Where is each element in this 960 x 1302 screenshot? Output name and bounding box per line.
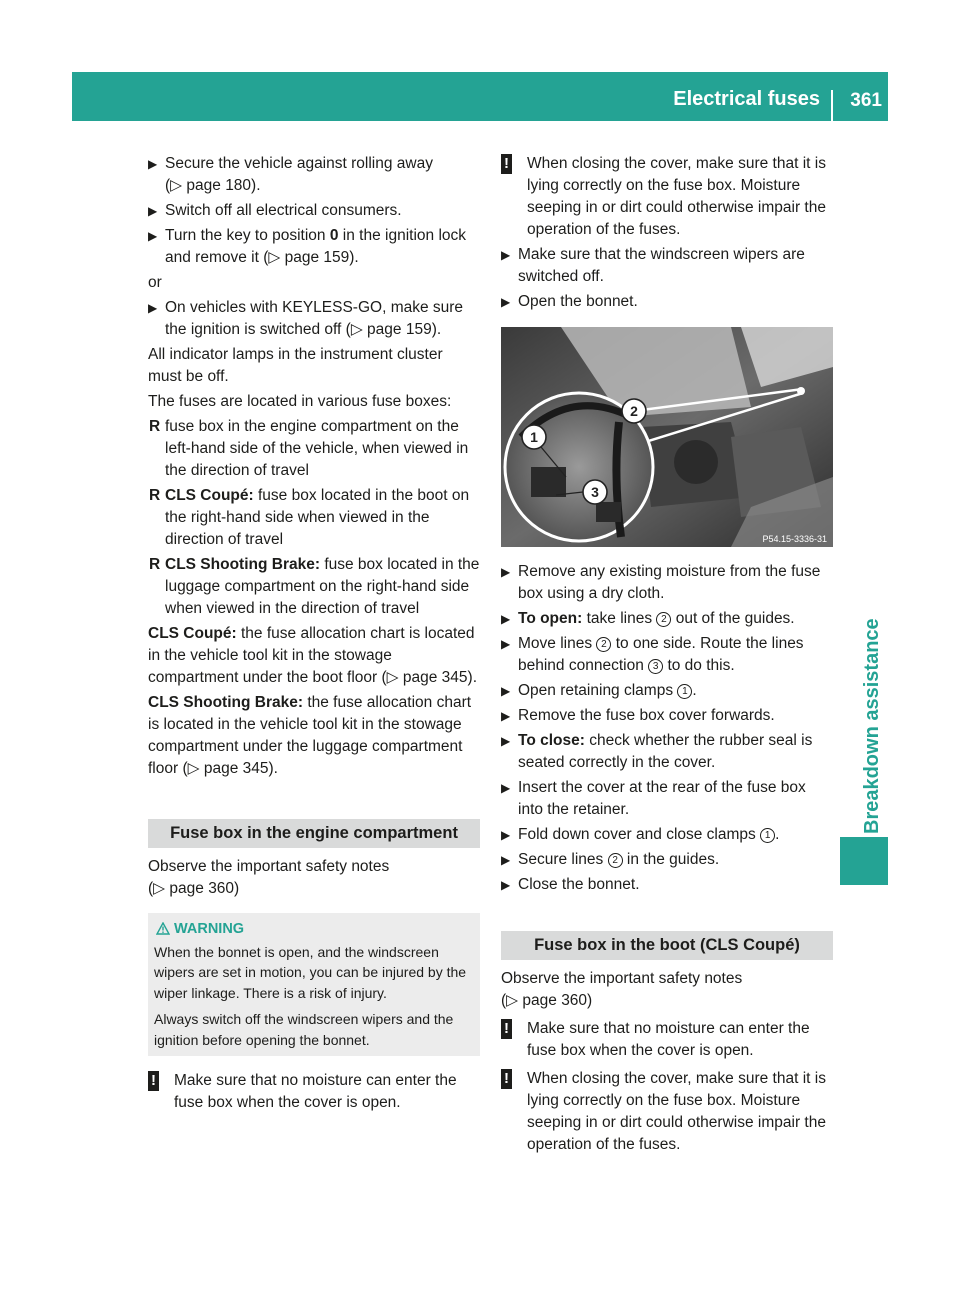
note-moisture: ! Make sure that no moisture can enter the fuse box when the cover is open. bbox=[148, 1070, 480, 1114]
callout-ref-1: 1 bbox=[677, 684, 692, 699]
page-ref-link[interactable]: page 180). bbox=[182, 177, 261, 194]
page-ref-link[interactable]: page 159). bbox=[280, 249, 359, 266]
step-arrow-icon: ▶ bbox=[501, 734, 511, 748]
step-arrow-icon: ▶ bbox=[148, 301, 158, 315]
step-close-bonnet: ▶ Close the bonnet. bbox=[501, 874, 833, 896]
step-secure-lines: ▶ Secure lines 2 in the guides. bbox=[501, 849, 833, 871]
step-move-lines: ▶ Move lines 2 to one side. Route the lines behind connection 3 to do this. bbox=[501, 635, 804, 674]
callout-2: 2 bbox=[630, 403, 638, 419]
step-open-bonnet: ▶ Open the bonnet. bbox=[501, 291, 833, 313]
step-switch-off-consumers: ▶ Switch off all electrical consumers. bbox=[148, 200, 480, 222]
step-remove-cover: ▶ Remove the fuse box cover forwards. bbox=[501, 705, 833, 727]
engine-compartment-illustration bbox=[501, 327, 833, 547]
step-to-open: ▶ To open: take lines 2 out of the guides. bbox=[501, 608, 833, 630]
section-heading-boot: Fuse box in the boot (CLS Coupé) bbox=[501, 931, 833, 960]
page-ref-link[interactable]: page 159). bbox=[362, 321, 442, 338]
step-arrow-icon: ▶ bbox=[501, 248, 511, 262]
indicator-lamps-text: All indicator lamps in the instrument cluster must be off. bbox=[148, 346, 443, 385]
left-column bbox=[148, 153, 480, 1117]
bullet-engine-compartment: R fuse box in the engine compartment on the left-hand side of the vehicle, when viewed in the direction of travel bbox=[149, 418, 469, 479]
warning-text-2: Always switch off the windscreen wipers and the ignition before opening the bonnet. bbox=[154, 1011, 454, 1048]
callout-ref-2: 2 bbox=[656, 612, 671, 627]
step-keyless-go: ▶ On vehicles with KEYLESS-GO, make sure the ignition is switched off (▷ page 159). bbox=[148, 299, 464, 338]
warning-triangle-icon bbox=[156, 922, 170, 935]
page-ref-arrow-icon: ▷ bbox=[386, 669, 399, 686]
right-column bbox=[501, 153, 833, 1159]
callout-ref-3: 3 bbox=[648, 659, 663, 674]
page-ref-arrow-icon: ▷ bbox=[153, 880, 166, 897]
or-text: or bbox=[148, 274, 162, 291]
step-arrow-icon: ▶ bbox=[501, 637, 511, 651]
callout-1: 1 bbox=[530, 429, 538, 445]
warning-title: WARNING bbox=[154, 919, 474, 940]
warning-box bbox=[148, 913, 480, 1056]
step-open-clamps: ▶ Open retaining clamps 1 . bbox=[501, 680, 833, 702]
step-arrow-icon: ▶ bbox=[501, 878, 511, 892]
page-ref-link[interactable]: page 360) bbox=[165, 880, 240, 897]
note-cover-closing: ! When closing the cover, make sure that it is lying correctly on the fuse box. Moisture seeping in or dirt could otherwise impair the operation of the fuses. bbox=[501, 1068, 833, 1156]
callout-ref-1: 1 bbox=[760, 828, 775, 843]
side-tab-label: Breakdown assistance bbox=[861, 618, 883, 834]
step-arrow-icon: ▶ bbox=[501, 828, 511, 842]
safety-notes-ref: Observe the important safety notes (▷ page 360) bbox=[501, 970, 743, 1009]
shooting-brake-fuse-chart-text: CLS Shooting Brake: the fuse allocation chart is located in the vehicle tool kit in the stowage compartment under the luggage compartment floor (▷ page 345). bbox=[148, 694, 472, 777]
callout-3: 3 bbox=[591, 484, 599, 500]
step-arrow-icon: ▶ bbox=[501, 781, 511, 795]
note-moisture: ! Make sure that no moisture can enter the fuse box when the cover is open. bbox=[501, 1018, 833, 1062]
step-insert-cover: ▶ Insert the cover at the rear of the fuse box into the retainer. bbox=[501, 779, 806, 818]
step-arrow-icon: ▶ bbox=[148, 204, 158, 218]
page-ref-arrow-icon: ▷ bbox=[187, 760, 200, 777]
note-cover-closing: ! When closing the cover, make sure that it is lying correctly on the fuse box. Moisture seeping in or dirt could otherwise impair the operation of the fuses. bbox=[501, 153, 833, 241]
step-arrow-icon: ▶ bbox=[148, 229, 158, 243]
page-ref-link[interactable]: page 345). bbox=[199, 760, 278, 777]
side-tab-marker bbox=[840, 837, 888, 885]
page-header bbox=[72, 72, 888, 121]
bullet-cls-shooting-brake: R CLS Shooting Brake: fuse box located in the luggage compartment on the right-hand side when viewed in the direction of travel bbox=[149, 556, 480, 617]
page-ref-link[interactable]: page 345). bbox=[398, 669, 478, 686]
engine-fuse-box-photo bbox=[501, 327, 833, 547]
step-arrow-icon: ▶ bbox=[501, 709, 511, 723]
caution-icon: ! bbox=[501, 1069, 512, 1089]
safety-notes-ref: Observe the important safety notes (▷ page 360) bbox=[148, 858, 390, 897]
warning-text-1: When the bonnet is open, and the windscreen wipers are set in motion, you can be injured by the wiper linkage. There is a risk of injury. bbox=[154, 943, 467, 1001]
step-to-close: ▶ To close: check whether the rubber seal is seated correctly in the cover. bbox=[501, 732, 813, 771]
page-ref-arrow-icon: ▷ bbox=[350, 321, 363, 338]
step-secure-vehicle: ▶ Secure the vehicle against rolling away (▷ page 180). bbox=[148, 155, 433, 194]
page-ref-link[interactable]: page 360) bbox=[518, 992, 593, 1009]
page-ref-arrow-icon: ▷ bbox=[268, 249, 281, 266]
photo-reference-code: P54.15-3336-31 bbox=[762, 534, 827, 544]
step-arrow-icon: ▶ bbox=[148, 157, 158, 171]
caution-icon: ! bbox=[501, 154, 512, 174]
step-fold-down-cover: ▶ Fold down cover and close clamps 1 . bbox=[501, 824, 833, 846]
callout-ref-2: 2 bbox=[596, 637, 611, 652]
caution-icon: ! bbox=[148, 1071, 159, 1091]
caution-icon: ! bbox=[501, 1019, 512, 1039]
page-number: 361 bbox=[850, 90, 882, 111]
step-arrow-icon: ▶ bbox=[501, 612, 511, 626]
chapter-title: Electrical fuses bbox=[673, 88, 820, 110]
step-arrow-icon: ▶ bbox=[501, 565, 511, 579]
page-ref-arrow-icon: ▷ bbox=[170, 177, 183, 194]
callout-ref-2: 2 bbox=[608, 853, 623, 868]
step-turn-key: ▶ Turn the key to position 0 in the ignition lock and remove it (▷ page 159). bbox=[148, 227, 467, 266]
step-arrow-icon: ▶ bbox=[501, 853, 511, 867]
coupe-fuse-chart-text: CLS Coupé: the fuse allocation chart is located in the vehicle tool kit in the stowage compartment under the boot floor (▷ page 345). bbox=[148, 625, 478, 686]
page-ref-arrow-icon: ▷ bbox=[506, 992, 519, 1009]
fuse-locations-intro: The fuses are located in various fuse boxes: bbox=[148, 393, 452, 410]
section-heading-engine: Fuse box in the engine compartment bbox=[148, 819, 480, 848]
bullet-cls-coupe: R CLS Coupé: fuse box located in the boot on the right-hand side when viewed in the direction of travel bbox=[149, 487, 470, 548]
step-remove-moisture: ▶ Remove any existing moisture from the fuse box using a dry cloth. bbox=[501, 563, 821, 602]
step-arrow-icon: ▶ bbox=[501, 684, 511, 698]
step-arrow-icon: ▶ bbox=[501, 295, 511, 309]
header-divider bbox=[831, 90, 833, 121]
step-wipers-off: ▶ Make sure that the windscreen wipers are switched off. bbox=[501, 246, 805, 285]
